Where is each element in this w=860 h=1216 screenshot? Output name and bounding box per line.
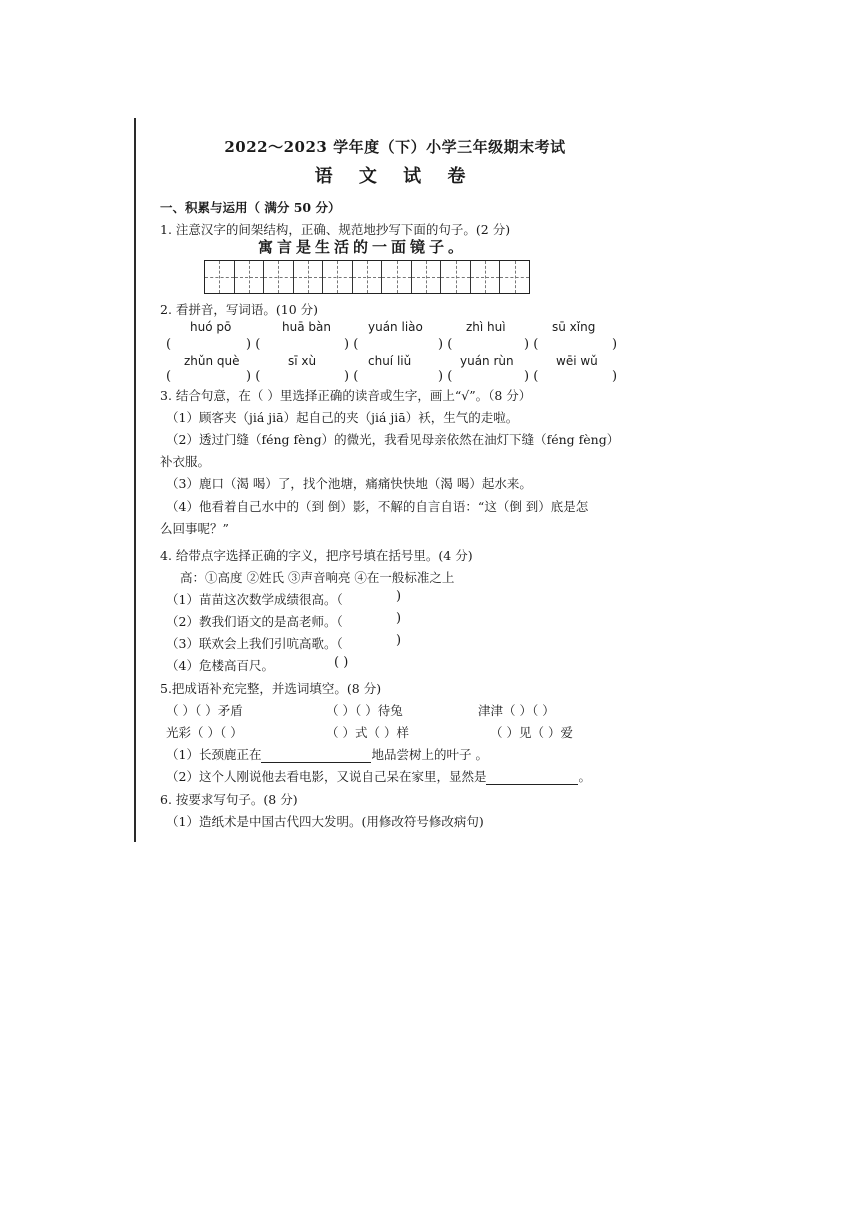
q1-prompt: 1. 注意汉字的间架结构，正确、规范地抄写下面的句子。(2 分) <box>160 222 511 237</box>
q3-item-4: （4）他看着自己水中的（到 倒）影，不解的自言自语：“这（倒 到）底是怎 <box>166 499 589 514</box>
q4-item-3: （3）联欢会上我们引吭高歌。（ <box>166 636 343 651</box>
q3-item-1: （1）顾客夹（jiá jiā）起自己的夹（jiá jiā）袄，生气的走啦。 <box>166 410 519 425</box>
q4-meanings: 高：①高度 ②姓氏 ③声音响亮 ④在一般标准之上 <box>180 570 455 585</box>
idiom-blank[interactable]: （ ）（ ）矛盾 <box>166 703 243 718</box>
pinyin: wēi wǔ <box>556 354 598 368</box>
answer-bracket-close[interactable]: ) <box>396 611 402 626</box>
answer-bracket-close[interactable]: ) <box>612 369 618 384</box>
q4-prompt: 4. 给带点字选择正确的字义，把序号填在括号里。(4 分) <box>160 548 473 563</box>
answer-bracket-open[interactable]: ( <box>166 369 172 384</box>
answer-bracket[interactable]: ) ( <box>524 337 539 352</box>
binding-margin-line <box>134 118 136 842</box>
answer-bracket[interactable]: ) ( <box>246 369 261 384</box>
q3-item-2-cont: 补衣服。 <box>160 454 211 469</box>
grid-cell[interactable] <box>294 261 324 293</box>
q5-sentence-1-start: （1）长颈鹿正在 <box>166 747 262 762</box>
idiom-blank[interactable]: 光彩（ ）（ ） <box>166 725 243 740</box>
grid-cell[interactable] <box>353 261 383 293</box>
idiom-blank[interactable]: （ ）式（ ）样 <box>326 725 409 740</box>
writing-grid[interactable] <box>204 260 530 294</box>
pinyin: zhì huì <box>466 320 506 334</box>
answer-bracket[interactable]: ( ) <box>334 655 349 670</box>
q5-prompt: 5.把成语补充完整，并选词填空。(8 分) <box>160 681 382 696</box>
answer-bracket[interactable]: ) ( <box>344 337 359 352</box>
answer-bracket-open[interactable]: ( <box>166 337 172 352</box>
q5-sentence-2-end: 。 <box>578 769 591 784</box>
q4-item-2: （2）教我们语文的是高老师。（ <box>166 614 343 629</box>
q4-item-4: （4）危楼高百尺。 <box>166 658 274 673</box>
pinyin: chuí liǔ <box>368 354 412 368</box>
section-heading: 一、积累与运用（ 满分 50 分） <box>160 200 341 215</box>
grid-cell[interactable] <box>323 261 353 293</box>
q3-item-4-cont: 么回事呢？” <box>160 521 229 536</box>
q5-sentence-1 <box>166 745 488 763</box>
fill-blank[interactable] <box>261 747 371 763</box>
grid-cell[interactable] <box>264 261 294 293</box>
grid-cell[interactable] <box>471 261 501 293</box>
q6-item-1: （1）造纸术是中国古代四大发明。(用修改符号修改病句) <box>166 814 484 829</box>
answer-bracket[interactable]: ) ( <box>344 369 359 384</box>
pinyin: sī xù <box>288 354 317 368</box>
q5-sentence-1-end: 地品尝树上的叶子 。 <box>371 747 488 762</box>
idiom-blank[interactable]: （ ）见（ ）爱 <box>490 725 573 740</box>
pinyin: huā bàn <box>282 320 331 334</box>
q6-prompt: 6. 按要求写句子。(8 分) <box>160 792 298 807</box>
pinyin: yuán rùn <box>460 354 514 368</box>
q3-item-2: （2）透过门缝（féng fèng）的微光，我看见母亲依然在油灯下缝（féng fèng） <box>166 432 620 447</box>
idiom-blank[interactable]: 津津（ ）（ ） <box>478 703 555 718</box>
exam-title: 2022～2023 学年度（下）小学三年级期末考试 <box>224 138 566 156</box>
grid-cell[interactable] <box>500 261 529 293</box>
q3-item-3: （3）鹿口（渴 喝）了，找个池塘，痛痛快快地（渴 喝）起水来。 <box>166 476 532 491</box>
q4-item-1: （1）苗苗这次数学成绩很高。（ <box>166 592 343 607</box>
copy-sentence: 寓言是生活的一面镜子。 <box>258 238 468 256</box>
pinyin: zhǔn què <box>184 354 240 368</box>
exam-subtitle: 语 文 试 卷 <box>314 166 476 187</box>
answer-bracket-close[interactable]: ) <box>612 337 618 352</box>
idiom-blank[interactable]: （ ）（ ）待兔 <box>326 703 403 718</box>
answer-bracket[interactable]: ) ( <box>246 337 261 352</box>
q5-sentence-2-start: （2）这个人刚说他去看电影，又说自己呆在家里，显然是 <box>166 769 487 784</box>
grid-cell[interactable] <box>441 261 471 293</box>
answer-bracket[interactable]: ) ( <box>524 369 539 384</box>
answer-bracket-close[interactable]: ) <box>396 633 402 648</box>
grid-cell[interactable] <box>235 261 265 293</box>
answer-bracket-close[interactable]: ) <box>396 589 402 604</box>
pinyin: huó pō <box>190 320 232 334</box>
q5-sentence-2 <box>166 767 591 785</box>
answer-bracket[interactable]: ) ( <box>438 337 453 352</box>
grid-cell[interactable] <box>205 261 235 293</box>
pinyin: sū xǐng <box>552 320 596 334</box>
pinyin: yuán liào <box>368 320 423 334</box>
grid-cell[interactable] <box>382 261 412 293</box>
fill-blank[interactable] <box>486 769 578 785</box>
q2-prompt: 2. 看拼音，写词语。(10 分) <box>160 302 319 317</box>
answer-bracket[interactable]: ) ( <box>438 369 453 384</box>
q3-prompt: 3. 结合句意，在（ ）里选择正确的读音或生字，画上“√”。（8 分） <box>160 388 532 403</box>
grid-cell[interactable] <box>412 261 442 293</box>
